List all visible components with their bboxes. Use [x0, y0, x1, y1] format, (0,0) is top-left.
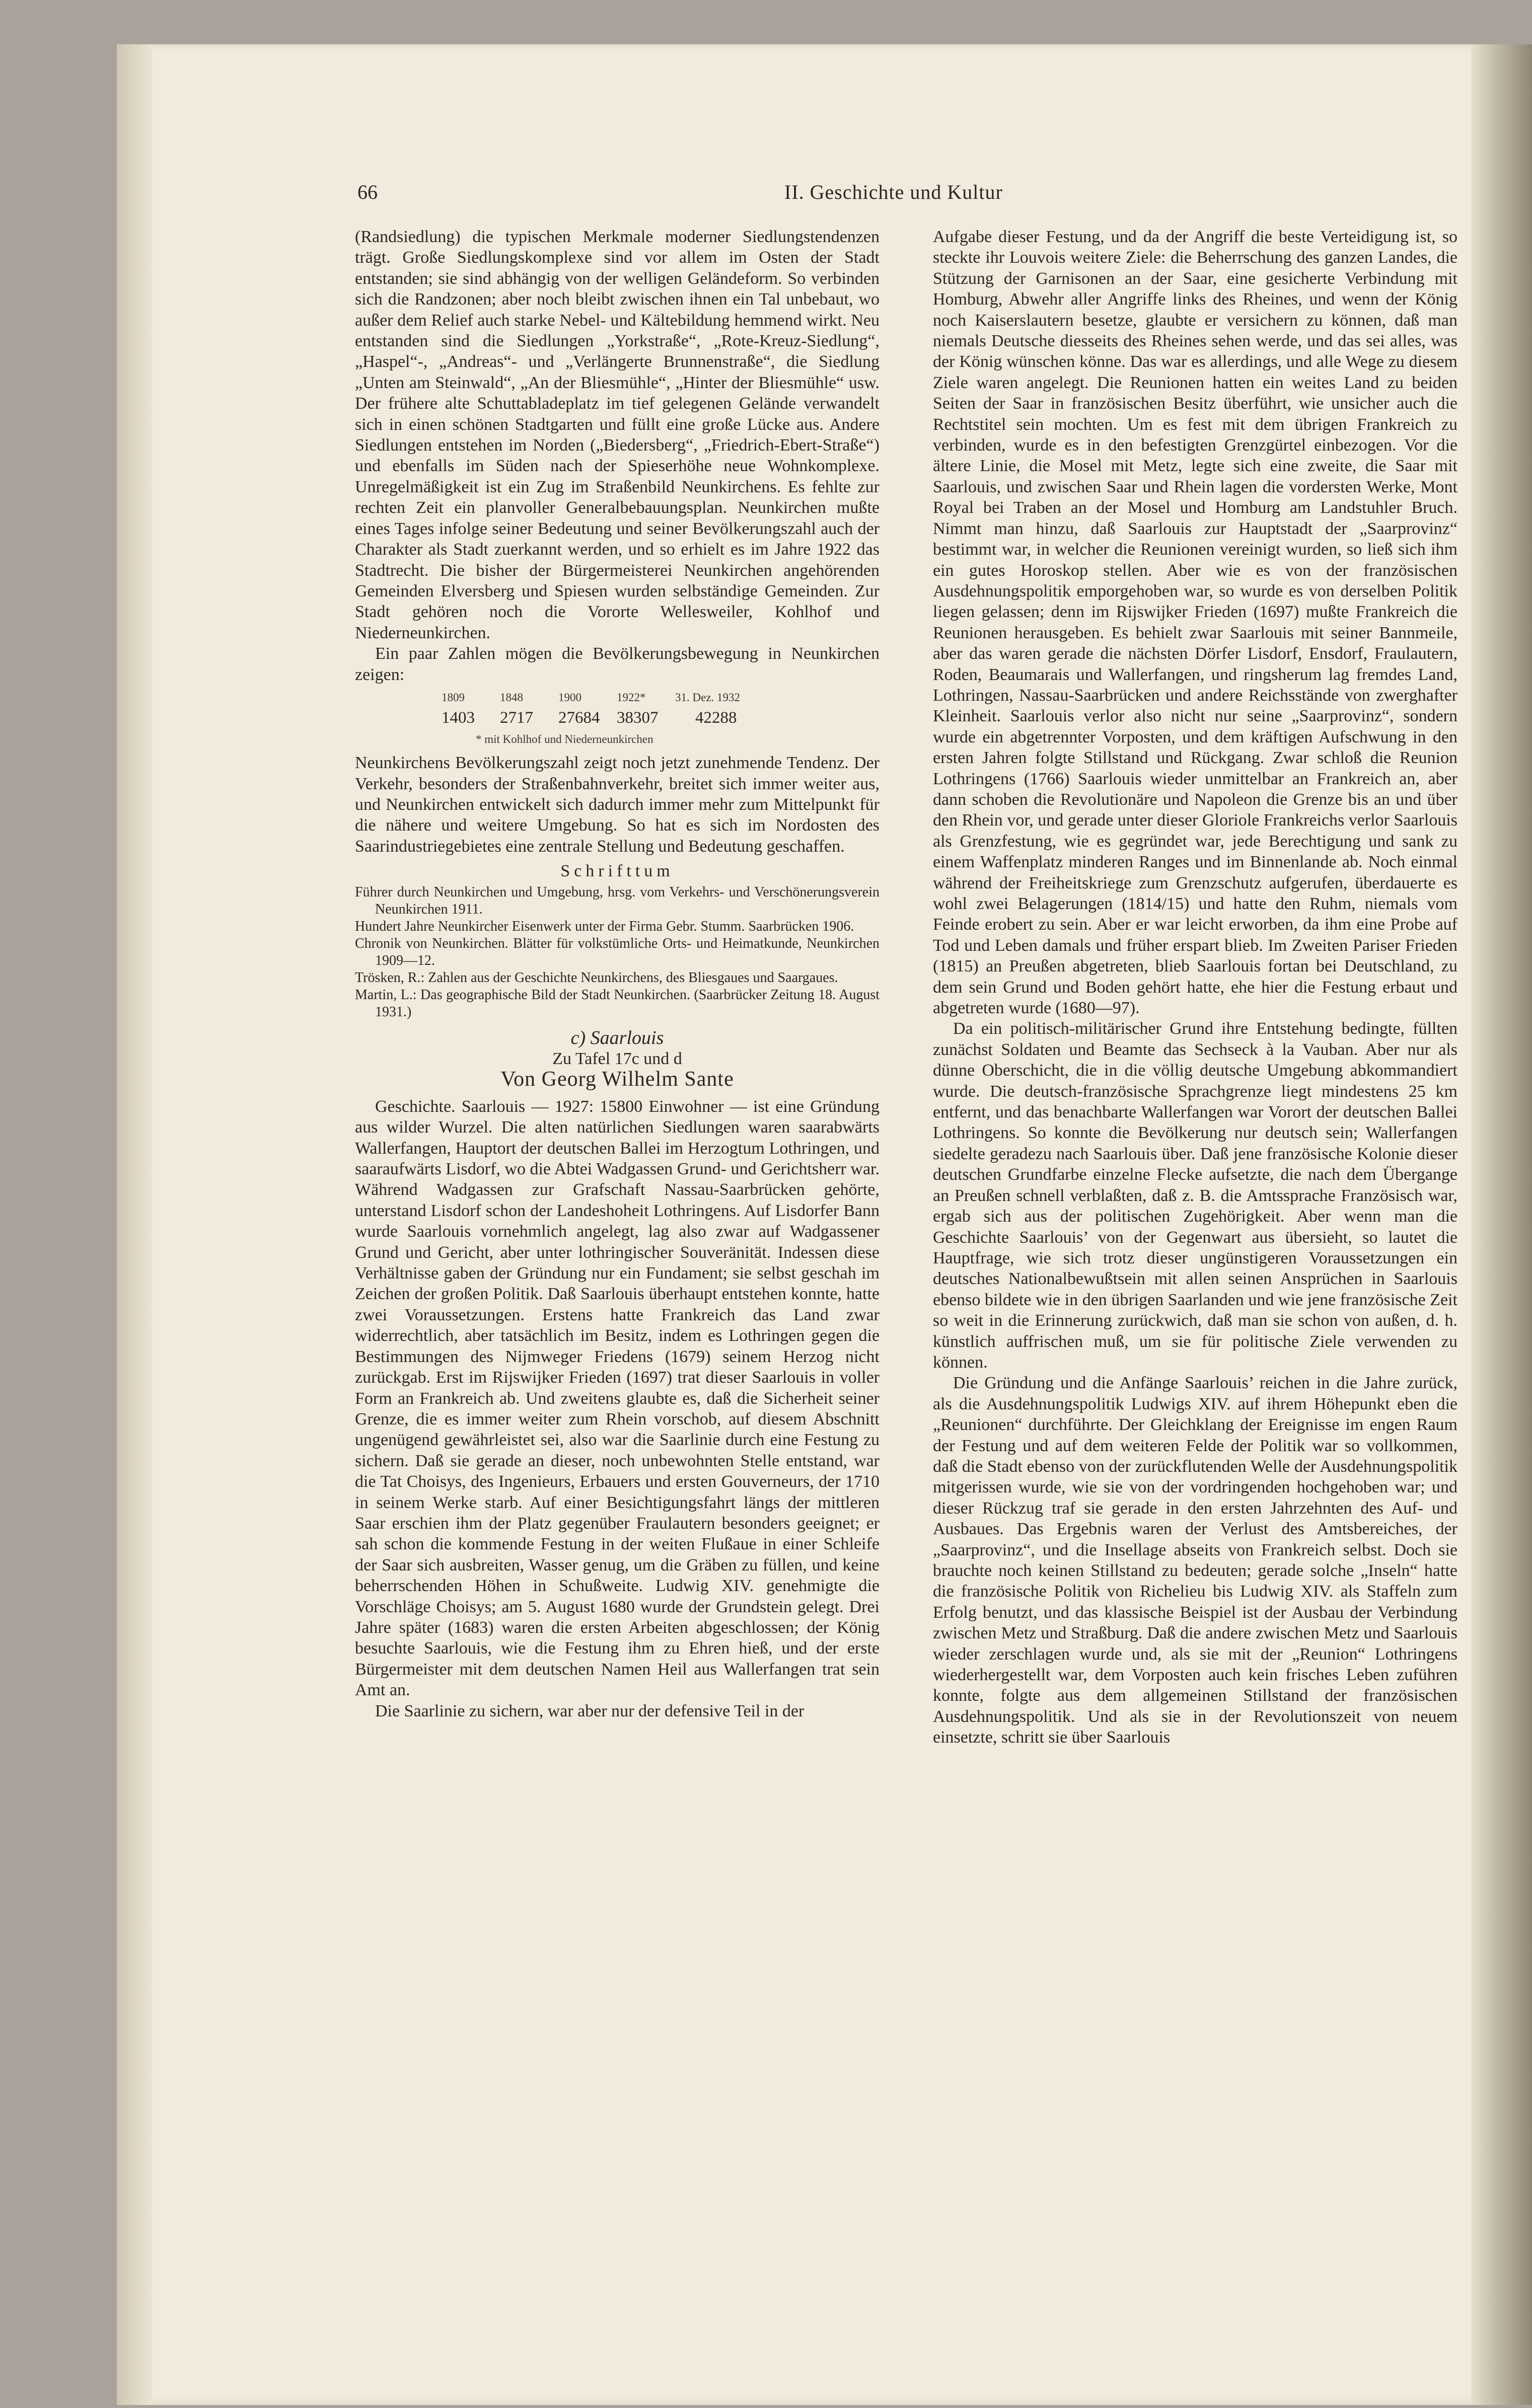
bibliography	[355, 884, 880, 1021]
year-cell: 1848	[500, 691, 523, 704]
section-subtitle: Zu Tafel 17c und d	[552, 1049, 682, 1068]
bibliography-entry: Chronik von Neunkirchen. Blätter für volkstümliche Orts- und Heimatkunde, Neunkirchen 1909—12.	[355, 935, 880, 968]
value-cell: 38307	[617, 709, 659, 727]
section-author: Von Georg Wilhelm Sante	[500, 1068, 734, 1091]
bibliography-entry: Trösken, R.: Zahlen aus der Geschichte Neunkirchens, des Bliesgaues und Saargaues.	[355, 969, 838, 986]
paragraph: Die Gründung und die Anfänge Saarlouis’ reichen in die Jahre zurück, als die Ausdehnungspolitik Ludwigs XIV. auf ihrem Höhepunkt eben die „Reunionen“ durchführte. Der Gleichklang der Ereignisse im engen Raum der Festung und auf dem weiteren Felde der Politik war so vollkommen, daß die Stadt ebenso von der zurückflutenden Welle der Ausdehnungspolitik mitgerissen wurde, wie sie von der vordringenden hochgehoben war; und dieser Rückzug traf sie gerade in den ersten Jahrzehnten des Auf- und Ausbaues. Das Ergebnis waren der Verlust des Amtsbereiches, der „Saarprovinz“, und die Insellage abseits von Frankreich selbst. Doch sie brauchte noch keinen Stillstand zu bedeuten; gerade solche „Inseln“ hatte die französische Politik von Richelieu bis Ludwig XIV. als Staffeln zum Erfolg benutzt, und das klassische Beispiel ist der Ausbau der Verbindung zwischen Metz und Straßburg. Daß die andere zwischen Metz und Saarlouis wieder zerschlagen wurde und, als sie mit der „Reunion“ Lothringens wiederhergestellt war, dem Vorposten auch kein frisches Leben zuführen konnte, folgte aus dem allgemeinen Stillstand der französischen Ausdehnungspolitik. Und als sie in der Revolutionszeit von neuem einsetzte, schritt sie über Saarlouis	[933, 1374, 1457, 1747]
population-values	[442, 708, 880, 728]
bibliography-heading: Schrifttum	[560, 862, 674, 881]
paragraph: Die Saarlinie zu sichern, war aber nur der defensive Teil in der	[375, 1701, 805, 1720]
right-column	[933, 227, 1457, 1748]
page-stack-edge	[1471, 44, 1532, 2405]
year-cell: 1900	[558, 691, 581, 704]
value-cell: 1403	[442, 709, 475, 727]
paragraph: Aufgabe dieser Festung, und da der Angriff die beste Verteidigung ist, so steckte ihr Louvois weitere Ziele: die Beherrschung des ganzen Landes, die Stützung der Garnisonen an der Saar, eine gesicherte Verbindung mit Homburg, Abwehr aller Angriffe links des Rheines, und wenn der König noch Kaiserslautern besetze, glaubte er versichern zu können, daß man niemals Deutsche diesseits des Rheines sehen werde, und das sei alles, was der König wünschen könne. Das war es allerdings, und alle Wege zu diesem Ziele waren angelegt. Die Reunionen hatten ein weites Land zu beiden Seiten der Saar in französischen Besitz überführt, wie unsicher auch die Rechtstitel sein mochten. Um es fest mit dem übrigen Frankreich zu verbinden, wurde es in den befestigten Grenzgürtel einbezogen. Vor die ältere Linie, die Mosel mit Metz, legte sich eine zweite, die Saar mit Saarlouis, und zwischen Saar und Rhein lagen die vordersten Werke, Mont Royal bei Traben an der Mosel und Homburg am Landstuhler Bruch. Nimmt man hinzu, daß Saarlouis zur Hauptstadt der „Saarprovinz“ bestimmt war, in welcher die Reunionen vereinigt wurden, so ließ sich ihm ein gutes Horoskop stellen. Aber wie es von der französischen Ausdehnungspolitik emporgehoben war, so wurde es von derselben Politik liegen gelassen; denn im Rijswijker Frieden (1697) mußte Frankreich die Reunionen herausgeben. Es behielt zwar Saarlouis mit seiner Bannmeile, aber das waren gerade die nächsten Dörfer Lisdorf, Ensdorf, Fraulautern, Roden, Beaumarais und Wallerfangen, und ringsherum lag fremdes Land, Lothringen, Nassau-Saarbrücken und andere Reichsstände von zwerghafter Kleinheit. Saarlouis verlor also nicht nur seine „Saarprovinz“, sondern wurde ein abgetrennter Vorposten, und dem kräftigen Aufschwung in den ersten Jahren folgte Stillstand und Rückgang. Zwar schloß die Reunion Lothringens (1766) Saarlouis wieder unmittelbar an Frankreich an, aber dann schoben die Revolutionäre und Napoleon die Grenze bis an und über den Rhein vor, und gerade unter dieser Gloriole Frankreichs verlor Saarlouis als Grenzfestung, wie es gegründet war, jede Berechtigung und sank zu einem Waffenplatz minderen Ranges und im Binnenlande ab. Noch einmal während der Freiheitskriege zum Grenzschutz aufgerufen, überdauerte es wohl zwei Belagerungen (1814/15) und hatte den Ruhm, niemals vom Feinde erobert zu sein. Aber er war leicht erworben, da ihm eine Probe auf Tod und Leben damals und früher erspart blieb. Im Zweiten Pariser Frieden (1815) an Preußen abgetreten, blieb Saarlouis fortan bei Deutschland, zu dem sein Grund und Boden gehört hatte, ehe hier die Festung erbaut und abgetreten wurde (1680—97).	[933, 228, 1457, 1018]
bibliography-entry: Führer durch Neunkirchen und Umgebung, hrsg. vom Verkehrs- und Verschönerungsverein Neunkirchen 1911.	[355, 884, 880, 917]
year-cell: 31. Dez. 1932	[675, 691, 741, 704]
paragraph: Geschichte. Saarlouis — 1927: 15800 Einwohner — ist eine Gründung aus wilder Wurzel. Die alten natürlichen Siedlungen waren saarabwärts Wallerfangen, Hauptort der deutschen Ballei im Herzogtum Lothringen, und saaraufwärts Lisdorf, wo die Abtei Wadgassen Grund- und Gerichtsherr war. Während Wadgassen zur Grafschaft Nassau-Saarbrücken gehörte, unterstand Lisdorf schon der Landeshoheit Lothringens. Auf Lisdorfer Bann wurde Saarlouis vornehmlich angelegt, lag also zwar auf Wadgassener Grund und Gericht, aber unter lothringischer Souveränität. Indessen diese Verhältnisse gaben der Gründung nur ein Fundament; sie selbst geschah im Zeichen der großen Politik. Daß Saarlouis überhaupt entstehen konnte, hatte zwei Voraussetzungen. Erstens hatte Frankreich das Land zwar widerrechtlich, aber tatsächlich im Besitz, indem es Lothringen gegen die Bestimmungen des Nijmweger Friedens (1679) seinem Herzog nicht zurückgab. Erst im Rijswijker Frieden (1697) trat dieser Saarlouis in voller Form an Frankreich ab. Und zweitens glaubte es, daß die Sicherheit seiner Grenze, die es immer weiter zum Rhein vorschob, auf diesem Abschnitt ungenügend gewährleistet sei, also war die Saarlinie durch eine Festung zu sichern. Daß sie gerade an dieser, noch unbewohnten Stelle entstand, war die Tat Choisys, des Ingenieurs, Erbauers und ersten Gouverneurs, der 1710 in seinem Werke starb. Auf einer Besichtigungsfahrt längs der mittleren Saar erschien ihm der Platz gegenüber Fraulautern besonders geeignet; er sah schon die kommende Festung in der weiten Flußaue in einer Schleife der Saar sich ausbreiten, Wasser genug, um die Gräben zu füllen, und keine beherrschenden Höhen in Schußweite. Ludwig XIV. genehmigte die Vorschläge Choisys; am 5. August 1680 wurde der Grundstein gelegt. Drei Jahre später (1683) waren die ersten Arbeiten abgeschlossen; der König besuchte Saarlouis, wie die Festung ihm zu Ehren hieß, und der erste Bürgermeister mit dem deutschen Namen Heil aus Wallerfangen trat sein Amt an.	[355, 1097, 880, 1700]
left-column	[355, 227, 880, 1721]
paragraph: (Randsiedlung) die typischen Merkmale moderner Siedlungstendenzen trägt. Große Siedlungskomplexe sind vor allem im Osten der Stadt entstanden; sie sind abhängig von der welligen Geländeform. So verbinden sich die Randzonen; aber noch bleibt zwischen ihnen ein Tal unbebaut, wo außer dem Relief auch starke Nebel- und Kältebildung hemmend wirkt. Neu entstanden sind die Siedlungen „Yorkstraße“, „Rote-Kreuz-Siedlung“, „Haspel“-, „Andreas“- und „Verlängerte Brunnenstraße“, die Siedlung „Unten am Steinwald“, „An der Bliesmühle“, „Hinter der Bliesmühle“ usw. Der frühere alte Schuttabladeplatz im tief gelegenen Gelände verwandelt sich in einen schönen Stadtgarten und füllt eine große Lücke aus. Andere Siedlungen entstehen im Norden („Biedersberg“, „Friedrich-Ebert-Straße“) und ebenfalls im Süden nach der Spieserhöhe neue Wohnkomplexe. Unregelmäßigkeit ist ein Zug im Straßenbild Neunkirchens. Es fehlte zur rechten Zeit ein planvoller Generalbebauungsplan. Neunkirchen mußte eines Tages infolge seiner Bedeutung und seiner Bevölkerungszahl auch der Charakter als Stadt zuerkannt werden, und so erhielt es im Jahre 1922 das Stadtrecht. Die bisher der Bürgermeisterei Neunkirchen angehörenden Gemeinden Elversberg und Spiesen wurden selbständige Gemeinden. Zur Stadt gehören noch die Vororte Wellesweiler, Kohlhof und Niederneunkirchen.	[355, 228, 880, 642]
section-title: c) Saarlouis	[570, 1027, 664, 1048]
value-cell: 42288	[695, 709, 737, 727]
page-number: 66	[357, 181, 378, 203]
paragraph: Ein paar Zahlen mögen die Bevölkerungsbewegung in Neunkirchen zeigen:	[355, 644, 880, 684]
year-cell: 1809	[442, 691, 465, 704]
population-table	[355, 687, 880, 749]
paragraph: Neunkirchens Bevölkerungszahl zeigt noch jetzt zunehmende Tendenz. Der Verkehr, besonders der Straßenbahnverkehr, breitet sich immer weiter aus, und Neunkirchen entwickelt sich dadurch immer mehr zum Mittelpunkt für die nähere und weitere Umgebung. So hat es sich im Nordosten des Saarindustriegebietes eine zentrale Stellung und Bedeutung geschaffen.	[355, 754, 880, 856]
running-head: II. Geschichte und Kultur	[784, 181, 1003, 203]
population-years	[442, 687, 880, 708]
page-header	[357, 180, 1465, 210]
value-cell: 2717	[500, 709, 533, 727]
bibliography-entry: Martin, L.: Das geographische Bild der Stadt Neunkirchen. (Saarbrücker Zeitung 18. August 1931.)	[355, 987, 880, 1020]
population-footnote: * mit Kohlhof und Niederneunkirchen	[476, 732, 653, 745]
paragraph: Da ein politisch-militärischer Grund ihre Entstehung bedingte, füllten zunächst Soldaten und Beamte das Sechseck à la Vauban. Aber nur als dünne Oberschicht, die in die völlig deutsche Umgebung abkommandiert wurde. Die deutsch-französische Sprachgrenze liegt mindestens 25 km entfernt, und das benachbarte Wallerfangen war Vorort der deutschen Ballei Lothringens. So konnte die Bevölkerung nur deutsch sein; Wallerfangen siedelte geradezu nach Saarlouis über. Daß jene französische Kolonie dieser deutschen Grundfarbe einzelne Flecke aufsetzte, die nach dem Übergange an Preußen schnell verblaßten, daß z. B. die Amtssprache Französisch war, ergab sich aus der politischen Zugehörigkeit. Aber wenn man die Geschichte Saarlouis’ von der Gegenwart aus übersieht, so lautet die Hauptfrage, wie sich trotz dieser ungünstigeren Voraussetzungen ein deutsches Nationalbewußtsein mit allen seinen Ansprüchen in Saarlouis ebenso bildete wie in den übrigen Saarlanden und wie jene französische Zeit so weit in die Erinnerung zurückwich, daß man sie schon von außen, d. h. künstlich auffrischen muß, um sie für politische Ziele verwenden zu können.	[933, 1019, 1457, 1372]
year-cell: 1922*	[617, 691, 646, 704]
bibliography-entry: Hundert Jahre Neunkircher Eisenwerk unter der Firma Gebr. Stumm. Saarbrücken 1906.	[355, 918, 854, 934]
value-cell: 27684	[558, 709, 600, 727]
page-binding-edge	[117, 44, 152, 2405]
